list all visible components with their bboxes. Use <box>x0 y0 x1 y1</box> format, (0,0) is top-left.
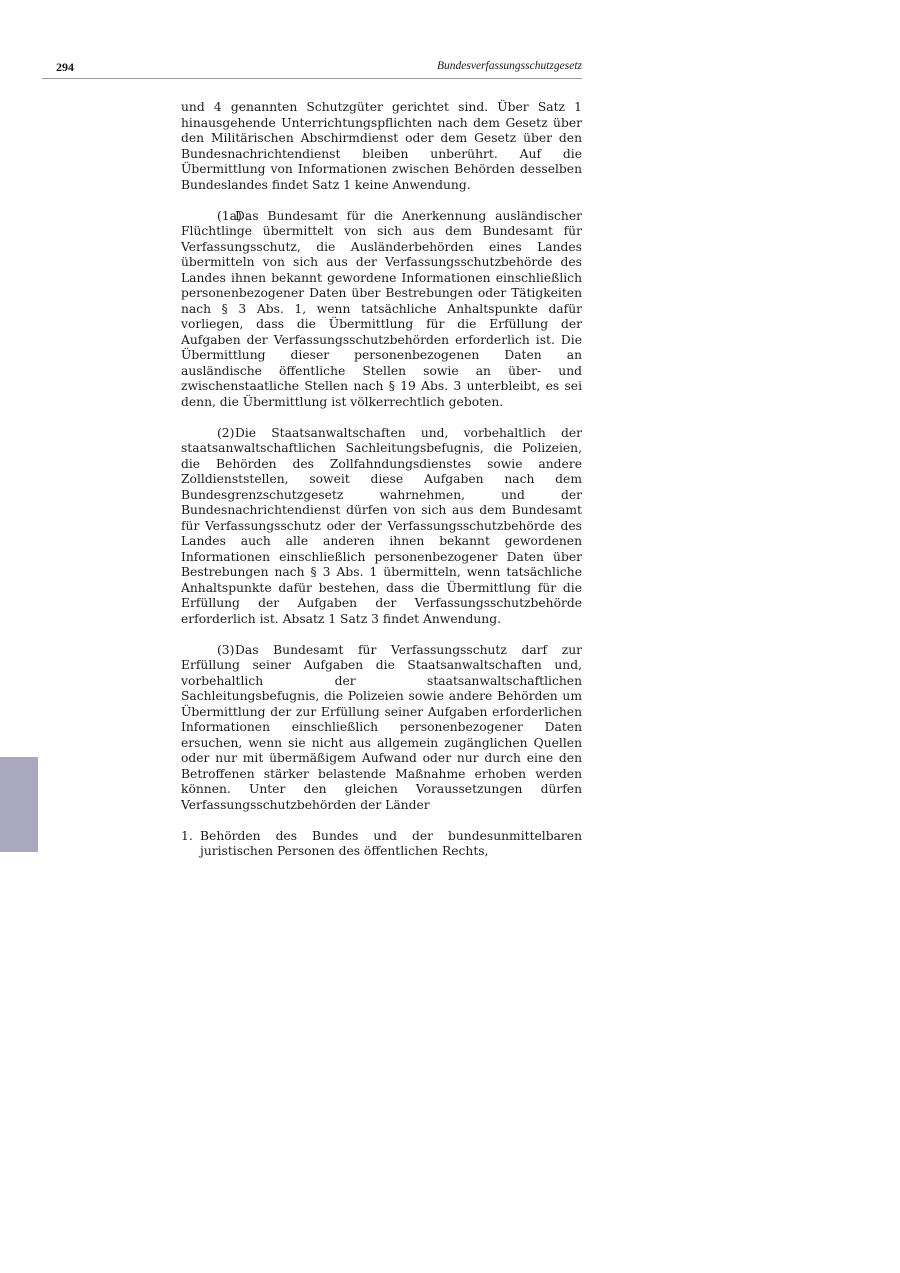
paragraph-text: Das Bundesamt für die Anerkennung ausländischer Flüchtlinge übermittelt von sich aus dem Bundesamt für Verfassungsschutz, die Ausländerbehörden eines Landes übermitteln von sich aus der Verfassungsschutzbehörde des Landes ihnen bekannt gewordene Informationen einschließlich personenbezogener Daten über Bestrebungen oder Tätigkeiten nach § 3 Abs. 1, wenn tatsächliche Anhaltspunkte dafür vorliegen, dass die Übermittlung für die Erfüllung der Aufgaben der Verfassungsschutzbehörden erforderlich ist. Die Übermittlung dieser personenbezogenen Daten an ausländische öffentliche Stellen sowie an über- und zwischenstaatliche Stellen nach § 19 Abs. 3 unterbleibt, es sei denn, die Übermittlung ist völkerrechtlich geboten. <box>181 208 582 409</box>
list-item <box>181 829 582 860</box>
running-title: Bundesverfassungsschutzgesetz <box>436 60 582 72</box>
continuation-paragraph: und 4 genannten Schutzgüter gerichtet sind. Über Satz 1 hinausgehende Unterrichtungspflichten nach dem Gesetz über den Militärischen Abschirmdienst oder dem Gesetz über den Bundesnachrichtendienst bleiben unberührt. Auf die Übermittlung von Informationen zwischen Behörden desselben Bundeslandes findet Satz 1 keine Anwendung. <box>181 100 582 192</box>
list-marker: 1. <box>181 828 193 843</box>
list-item-text: Behörden des Bundes und der bundesunmittelbaren juristischen Personen des öffentlichen Rechts, <box>200 828 582 858</box>
paragraph-number: (1a) <box>217 208 242 223</box>
page-number: 294 <box>56 60 74 74</box>
paragraph-text: Die Staatsanwaltschaften und, vorbehaltlich der staatsanwaltschaftlichen Sachleitungsbefugnis, die Polizeien, die Behörden des Zollfahndungsdienstes sowie andere Zolldienststellen, soweit diese Aufgaben nach dem Bundesgrenzschutzgesetz wahrnehmen, und der Bundesnachrichtendienst dürfen von sich aus dem Bundesamt für Verfassungsschutz oder der Verfassungsschutzbehörde des Landes auch alle anderen ihnen bekannt gewordenen Informationen einschließlich personenbezogener Daten über Bestrebungen nach § 3 Abs. 1 übermitteln, wenn tatsächliche Anhaltspunkte dafür bestehen, dass die Übermittlung für die Erfüllung der Aufgaben der Verfassungsschutzbehörde erforderlich ist. Absatz 1 Satz 3 findet Anwendung. <box>181 425 582 626</box>
paragraph-number: (2) <box>217 425 235 440</box>
paragraph-1a <box>181 209 582 411</box>
paragraph-number: (3) <box>217 642 235 657</box>
paragraph-text: Das Bundesamt für Verfassungsschutz darf zur Erfüllung seiner Aufgaben die Staatsanwaltschaften und, vorbehaltlich der staatsanwaltschaftlichen Sachleitungsbefugnis, die Polizeien sowie andere Behörden um Übermittlung der zur Erfüllung seiner Aufgaben erforderlichen Informationen einschließlich personenbezogener Daten ersuchen, wenn sie nicht aus allgemein zugänglichen Quellen oder nur mit übermäßigem Aufwand oder nur durch eine den Betroffenen stärker belastende Maßnahme erhoben werden können. Unter den gleichen Voraussetzungen dürfen Verfassungsschutzbehörden der Länder <box>181 642 582 812</box>
thumb-index-tab <box>0 757 38 852</box>
running-header <box>42 58 582 79</box>
paragraph-2 <box>181 426 582 628</box>
body-text <box>181 100 582 860</box>
paragraph-3 <box>181 643 582 814</box>
